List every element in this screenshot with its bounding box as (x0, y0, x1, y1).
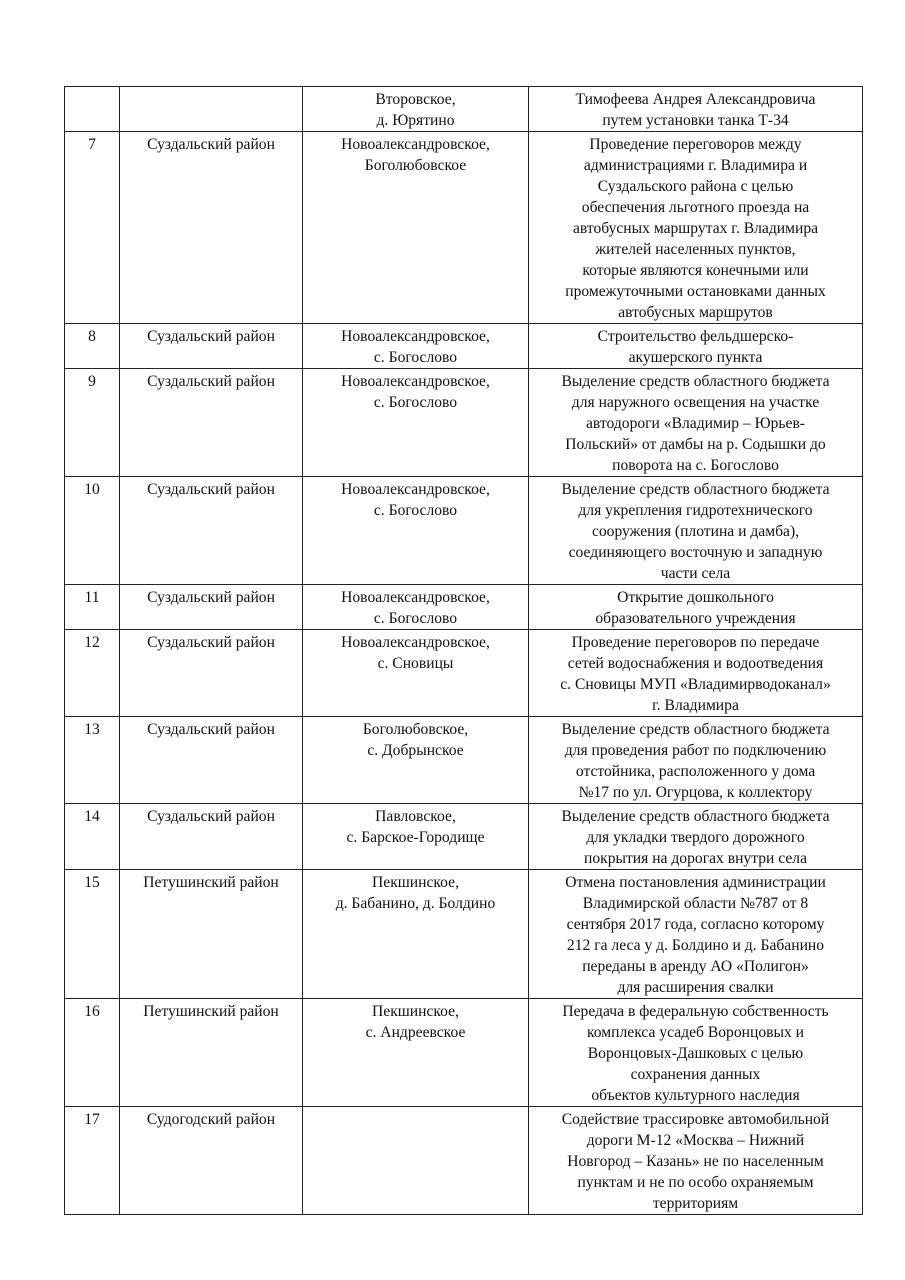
measure-cell: Передача в федеральную собственность комплекса усадеб Воронцовых и Воронцовых-Дашковых с целью сохранения данных объектов культурного наследия (529, 999, 863, 1107)
district-cell: Судогодский район (120, 1107, 303, 1215)
district-cell: Суздальский район (120, 630, 303, 717)
table-row (65, 1107, 863, 1215)
settlement-cell: Пекшинское, с. Андреевское (303, 999, 529, 1107)
district-cell: Петушинский район (120, 999, 303, 1107)
row-number: 8 (65, 324, 120, 369)
measure-cell: Выделение средств областного бюджета для укладки твердого дорожного покрытия на дорогах внутри села (529, 804, 863, 870)
row-number: 14 (65, 804, 120, 870)
measure-cell: Отмена постановления администрации Владимирской области №787 от 8 сентября 2017 года, согласно которому 212 га леса у д. Болдино и д. Бабанино переданы в аренду АО «Полигон» для расширения свалки (529, 870, 863, 999)
table-row (65, 870, 863, 999)
row-number: 16 (65, 999, 120, 1107)
measure-cell: Содействие трассировке автомобильной дороги М-12 «Москва – Нижний Новгород – Казань» не по населенным пунктам и не по особо охраняемым территориям (529, 1107, 863, 1215)
row-number (65, 87, 120, 132)
district-cell: Суздальский район (120, 804, 303, 870)
district-cell: Суздальский район (120, 717, 303, 804)
district-cell: Суздальский район (120, 132, 303, 324)
district-cell: Суздальский район (120, 585, 303, 630)
row-number: 17 (65, 1107, 120, 1215)
measure-cell: Тимофеева Андрея Александровича путем установки танка Т-34 (529, 87, 863, 132)
table-row (65, 324, 863, 369)
settlement-cell: Пекшинское, д. Бабанино, д. Болдино (303, 870, 529, 999)
measure-cell: Выделение средств областного бюджета для проведения работ по подключению отстойника, расположенного у дома №17 по ул. Огурцова, к коллектору (529, 717, 863, 804)
settlement-cell: Новоалександровское, с. Богослово (303, 324, 529, 369)
measure-cell: Выделение средств областного бюджета для укрепления гидротехнического сооружения (плотина и дамба), соединяющего восточную и западную части села (529, 477, 863, 585)
measures-table-body (65, 87, 863, 1215)
row-number: 15 (65, 870, 120, 999)
settlement-cell (303, 1107, 529, 1215)
district-cell: Петушинский район (120, 870, 303, 999)
district-cell: Суздальский район (120, 324, 303, 369)
row-number: 12 (65, 630, 120, 717)
table-row (65, 477, 863, 585)
settlement-cell: Боголюбовское, с. Добрынское (303, 717, 529, 804)
table-row (65, 630, 863, 717)
measure-cell: Строительство фельдшерско- акушерского пункта (529, 324, 863, 369)
settlement-cell: Павловское, с. Барское-Городище (303, 804, 529, 870)
settlement-cell: Новоалександровское, с. Богослово (303, 585, 529, 630)
district-cell (120, 87, 303, 132)
table-row (65, 804, 863, 870)
settlement-cell: Новоалександровское, Боголюбовское (303, 132, 529, 324)
district-cell: Суздальский район (120, 369, 303, 477)
table-row (65, 717, 863, 804)
table-row (65, 999, 863, 1107)
row-number: 10 (65, 477, 120, 585)
measure-cell: Проведение переговоров по передаче сетей водоснабжения и водоотведения с. Сновицы МУП «Владимирводоканал» г. Владимира (529, 630, 863, 717)
table-row (65, 132, 863, 324)
district-cell: Суздальский район (120, 477, 303, 585)
settlement-cell: Новоалександровское, с. Богослово (303, 477, 529, 585)
measures-table (64, 86, 863, 1215)
row-number: 7 (65, 132, 120, 324)
measure-cell: Выделение средств областного бюджета для наружного освещения на участке автодороги «Владимир – Юрьев- Польский» от дамбы на р. Содышки до поворота на с. Богослово (529, 369, 863, 477)
row-number: 13 (65, 717, 120, 804)
measure-cell: Открытие дошкольного образовательного учреждения (529, 585, 863, 630)
row-number: 9 (65, 369, 120, 477)
row-number: 11 (65, 585, 120, 630)
table-row (65, 87, 863, 132)
settlement-cell: Новоалександровское, с. Богослово (303, 369, 529, 477)
measure-cell: Проведение переговоров между администрациями г. Владимира и Суздальского района с целью обеспечения льготного проезда на автобусных маршрутах г. Владимира жителей населенных пунктов, которые являются конечными или промежуточными остановками данных автобусных маршрутов (529, 132, 863, 324)
table-row (65, 585, 863, 630)
settlement-cell: Новоалександровское, с. Сновицы (303, 630, 529, 717)
table-row (65, 369, 863, 477)
settlement-cell: Второвское, д. Юрятино (303, 87, 529, 132)
